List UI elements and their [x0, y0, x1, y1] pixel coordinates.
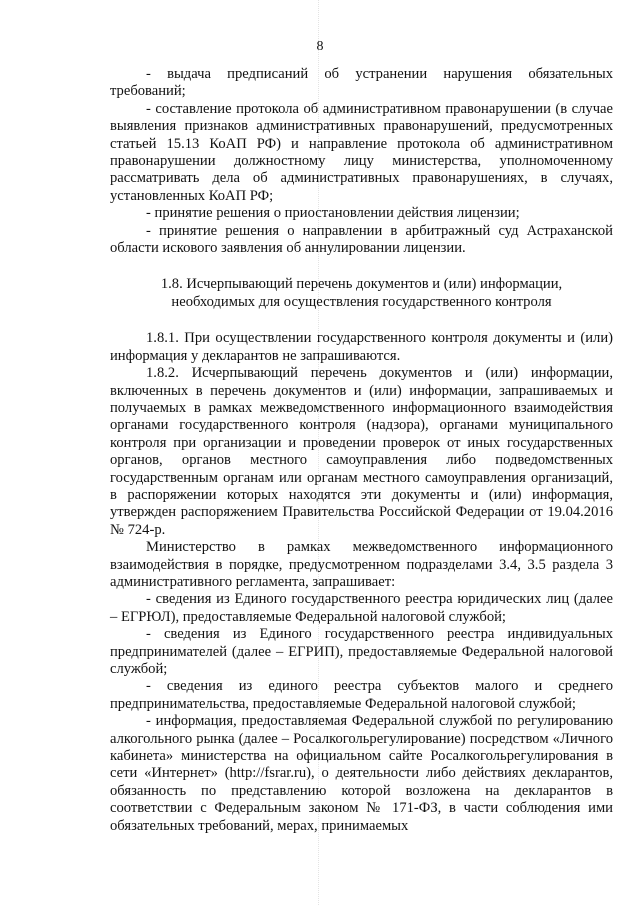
paragraph-ministry-requests: Министерство в рамках межведомственного информационного взаимодействия в порядке, предусмотренном подразделами 3.4, 3.5 раздела 3 административного регламента, запрашивает: — [110, 539, 613, 590]
list-item-sme-registry: - сведения из единого реестра субъектов малого и среднего предпринимательства, предоставляемые Федеральной налоговой службой; — [110, 678, 613, 712]
list-item-protocol: - составление протокола об административном правонарушении (в случае выявления признаков административных правонарушений, предусмотренных статьей 15.13 КоАП РФ) и направление протокола об административном правонарушении должностному лицу министерства, уполномоченному рассматривать дела об административных правонарушениях, в случаях, установленных КоАП РФ; — [110, 100, 613, 204]
section-heading-line-2: необходимых для осуществления государственного контроля — [171, 293, 552, 310]
list-item-license-suspension: - принятие решения о приостановлении действия лицензии; — [146, 205, 520, 222]
list-item-prescriptions: - выдача предписаний об устранении нарушения обязательных требований; — [110, 66, 613, 100]
list-item-rosalkogol-info: - информация, предоставляемая Федеральной службой по регулированию алкогольного рынка (далее – Росалкогольрегулирование) посредством «Личного кабинета» министерства на официальном сайте Росалкогольрегулирования в сети «Интернет» (http://fsrar.ru), о деятельности либо действиях декларантов, обязанность по представлению которой возложена на декларантов в соответствии с Федеральным законом № 171-ФЗ, в части соблюдения ими обязательных требований, мерах, принимаемых — [110, 713, 613, 834]
section-heading-line-1: 1.8. Исчерпывающий перечень документов и (или) информации, — [160, 276, 563, 293]
paragraph-1-8-1: 1.8.1. При осуществлении государственного контроля документы и (или) информация у декларантов не запрашиваются. — [110, 330, 613, 364]
list-item-egrul: - сведения из Единого государственного реестра юридических лиц (далее – ЕГРЮЛ), предоставляемые Федеральной налоговой службой; — [110, 591, 613, 625]
list-item-egrip: - сведения из Единого государственного реестра индивидуальных предпринимателей (далее – ЕГРИП), предоставляемые Федеральной налоговой службой; — [110, 626, 613, 677]
page-content — [110, 66, 613, 835]
list-item-arbitration-court: - принятие решения о направлении в арбитражный суд Астраханской области искового заявления об аннулировании лицензии. — [110, 222, 613, 257]
page-number: 8 — [316, 39, 324, 54]
paragraph-1-8-2: 1.8.2. Исчерпывающий перечень документов и (или) информации, включенных в перечень документов и (или) информации, запрашиваемых и получаемых в рамках межведомственного информационного взаимодействия органами государственного контроля (надзора), органами муниципального контроля при организации и проведении проверок от иных государственных органов, органов местного самоуправления либо подведомственных государственным органам или органам местного самоуправления организаций, в распоряжении которых находятся эти документы и (или) информация, утвержден распоряжением Правительства Российской Федерации от 19.04.2016 № 724-р. — [110, 365, 613, 538]
section-heading-1-8 — [110, 276, 613, 311]
